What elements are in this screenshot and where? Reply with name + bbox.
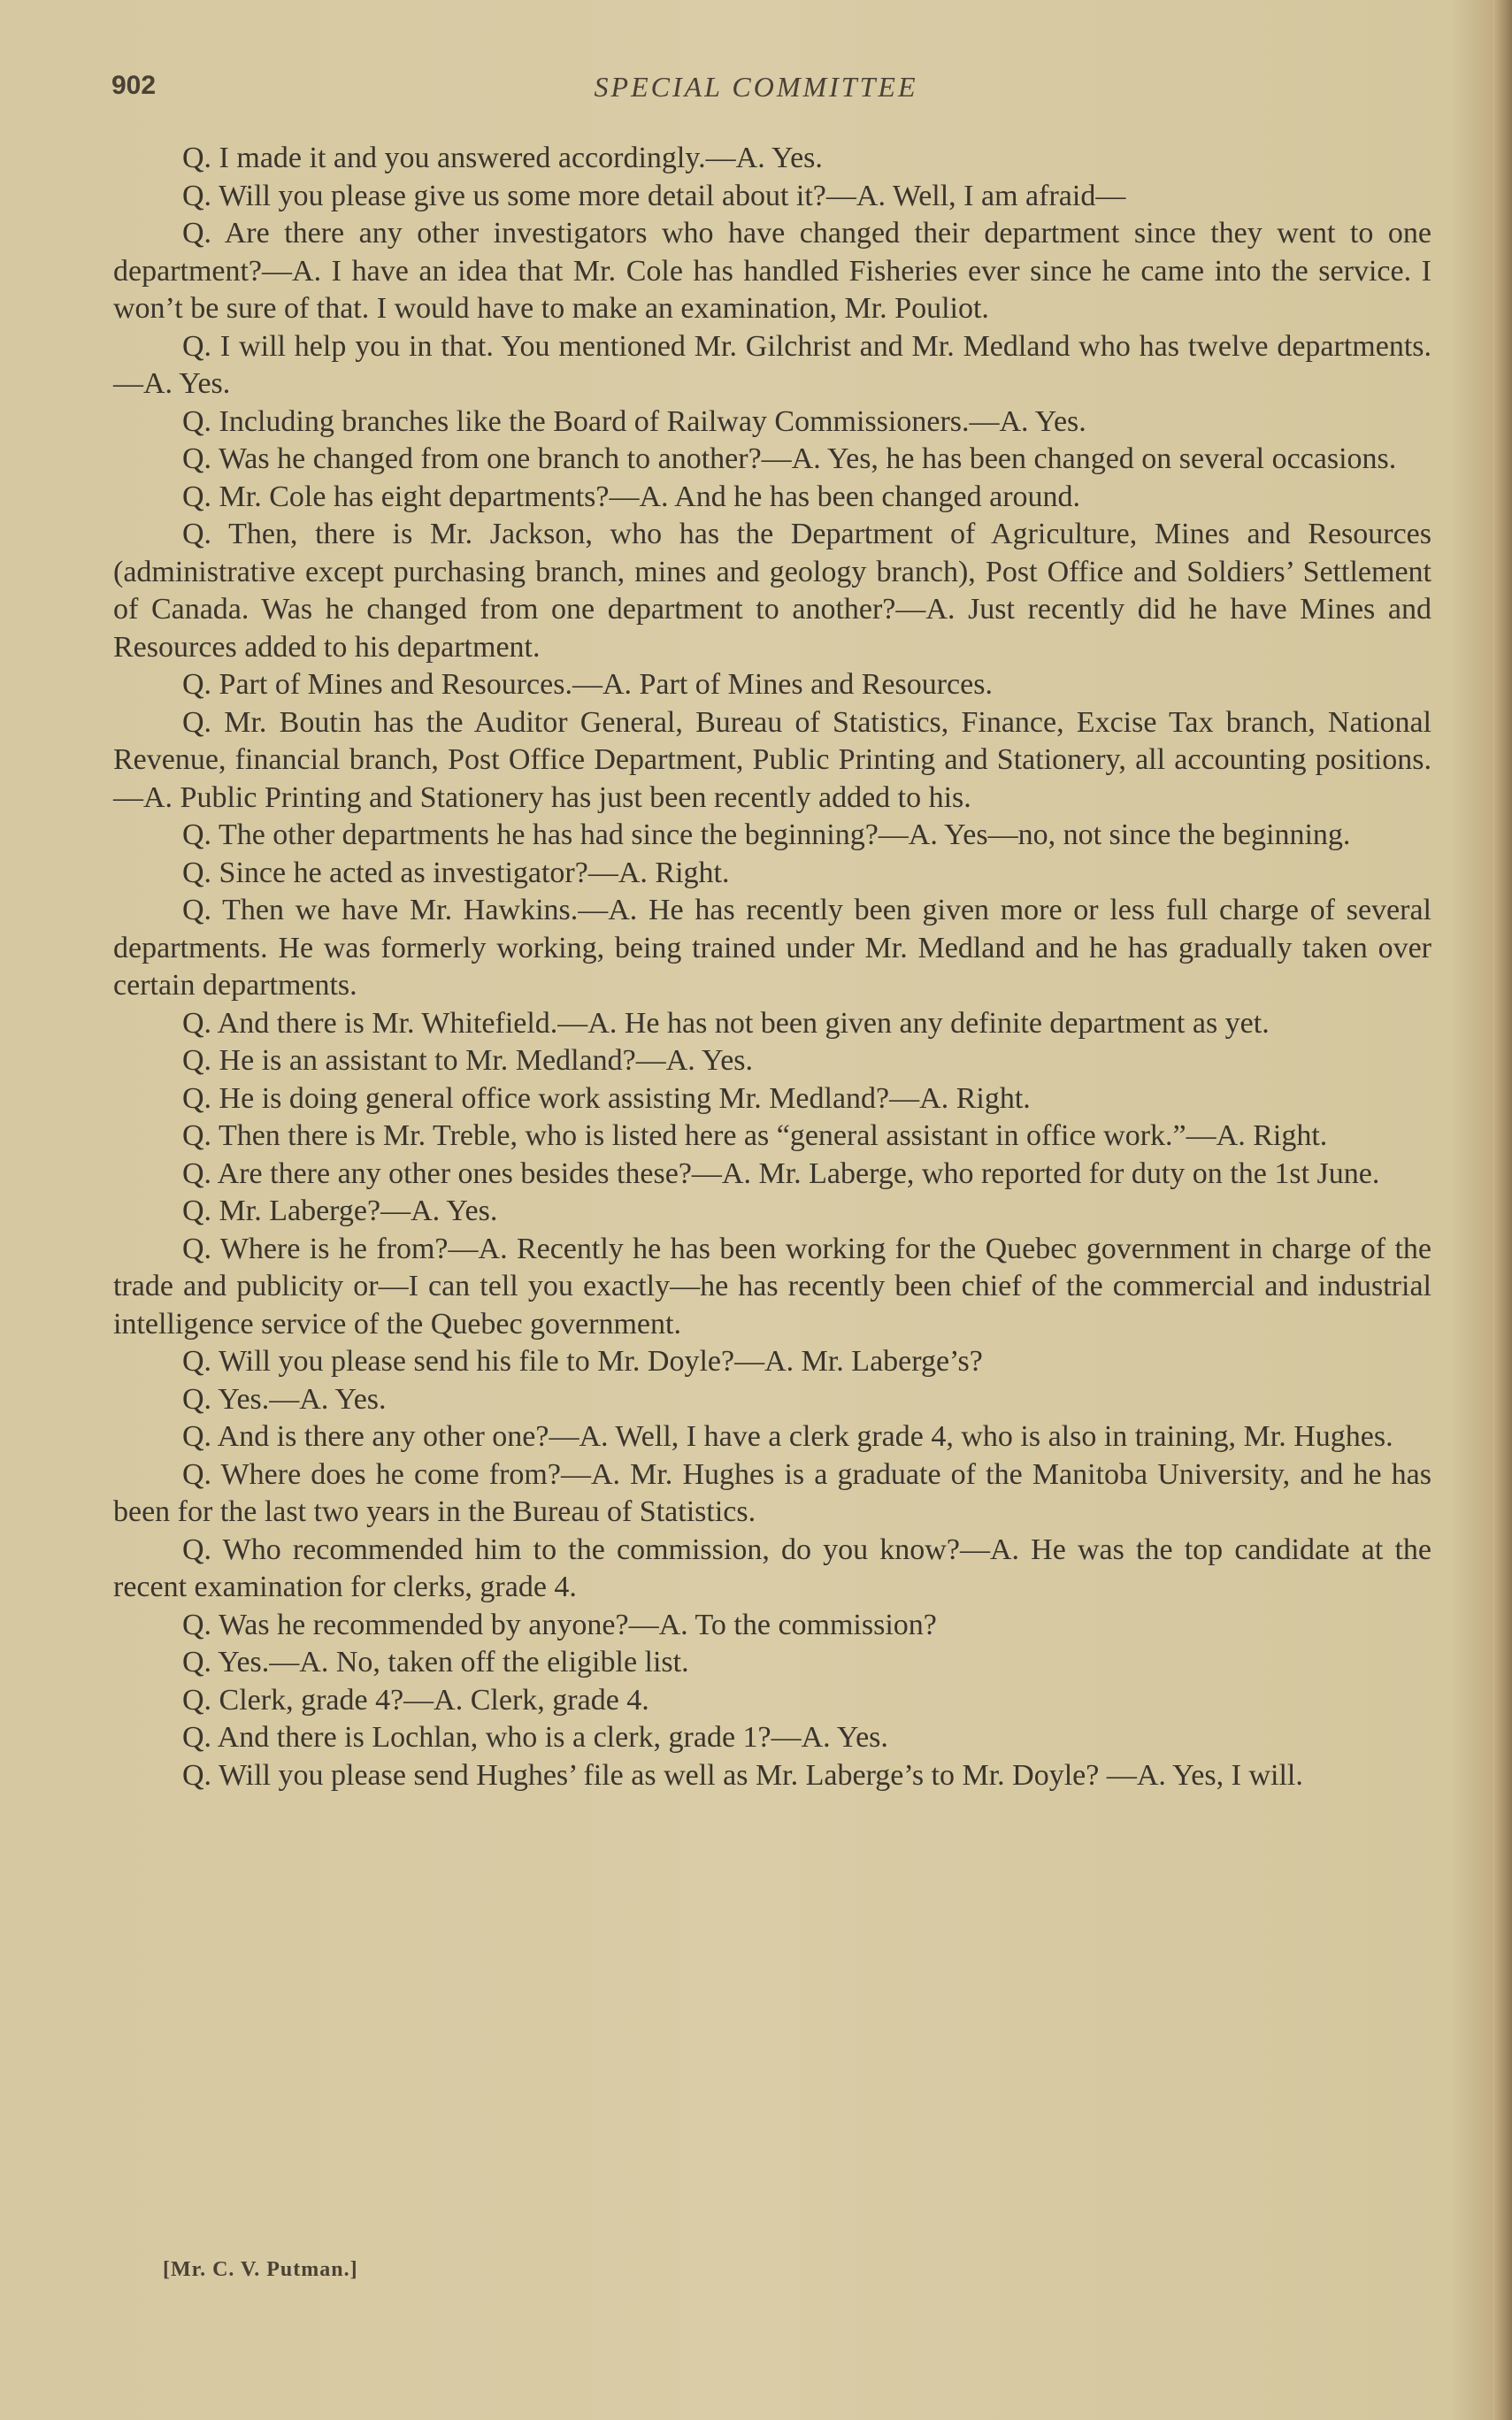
transcript-paragraph: Q. Will you please send Hughes’ file as well as Mr. Laberge’s to Mr. Doyle? —A. Yes, I will.: [182, 1758, 1303, 1792]
transcript-paragraph: Q. Since he acted as investigator?—A. Right.: [182, 856, 730, 889]
transcript-paragraph: Q. And there is Mr. Whitefield.—A. He has not been given any definite department as yet.: [182, 1006, 1270, 1040]
transcript-paragraph: Q. He is doing general office work assisting Mr. Medland?—A. Right.: [182, 1081, 1031, 1115]
transcript-paragraph: Q. Including branches like the Board of Railway Commissioners.—A. Yes.: [182, 404, 1086, 438]
transcript-paragraph: Q. Then, there is Mr. Jackson, who has the Department of Agriculture, Mines and Resources (administrative except purchasing branch, mines and geology branch), Post Office and Soldiers’ Settlement of Canada. Was he changed from one department to another?—A. Just recently did he have Mines and Resources added to his department.: [113, 518, 1431, 664]
transcript-paragraph: Q. Yes.—A. Yes.: [182, 1382, 387, 1416]
page-number: 902: [111, 71, 157, 100]
transcript-paragraph: Q. Then there is Mr. Treble, who is listed here as “general assistant in office work.”—A. Right.: [182, 1119, 1328, 1152]
transcript-paragraph: Q. Was he changed from one branch to another?—A. Yes, he has been changed on several occasions.: [182, 442, 1397, 475]
speaker-note: [Mr. C. V. Putman.]: [163, 2258, 358, 2281]
transcript-paragraph: Q. Will you please give us some more detail about it?—A. Well, I am afraid—: [182, 179, 1126, 212]
transcript-paragraph: Q. Will you please send his file to Mr. Doyle?—A. Mr. Laberge’s?: [182, 1345, 983, 1378]
running-head: SPECIAL COMMITTEE: [594, 71, 918, 103]
transcript-paragraph: Q. Then we have Mr. Hawkins.—A. He has recently been given more or less full charge of several departments. He was formerly working, being trained under Mr. Medland and he has gradually taken over certain departments.: [113, 894, 1431, 1002]
transcript-paragraph: Q. Are there any other investigators who have changed their department since they went to one department?—A. I have an idea that Mr. Cole has handled Fisheries ever since he came into the service. I won’t be sure of that. I would have to make an examination, Mr. Pouliot.: [113, 217, 1431, 325]
transcript-paragraph: Q. Are there any other ones besides these?—A. Mr. Laberge, who reported for duty on the 1st June.: [182, 1156, 1380, 1190]
transcript-paragraph: Q. I will help you in that. You mentioned Mr. Gilchrist and Mr. Medland who has twelve departments.—A. Yes.: [113, 329, 1431, 400]
transcript-paragraph: Q. Mr. Cole has eight departments?—A. And he has been changed around.: [182, 480, 1081, 513]
transcript-paragraph: Q. Where does he come from?—A. Mr. Hughes is a graduate of the Manitoba University, and he has been for the last two years in the Bureau of Statistics.: [113, 1457, 1431, 1528]
transcript-body: [113, 140, 1431, 1794]
transcript-paragraph: Q. Clerk, grade 4?—A. Clerk, grade 4.: [182, 1683, 649, 1717]
transcript-paragraph: Q. And is there any other one?—A. Well, I have a clerk grade 4, who is also in training, Mr. Hughes.: [182, 1420, 1393, 1453]
transcript-paragraph: Q. Who recommended him to the commission, do you know?—A. He was the top candidate at the recent examination for clerks, grade 4.: [113, 1533, 1431, 1603]
transcript-paragraph: Q. Mr. Laberge?—A. Yes.: [182, 1195, 498, 1227]
transcript-paragraph: Q. Yes.—A. No, taken off the eligible list.: [182, 1646, 689, 1679]
transcript-paragraph: Q. Mr. Boutin has the Auditor General, Bureau of Statistics, Finance, Excise Tax branch, National Revenue, financial branch, Post Office Department, Public Printing and Stationery, all accounting positions.—A. Public Printing and Stationery has just been recently added to his.: [113, 705, 1431, 814]
transcript-paragraph: Q. The other departments he has had since the beginning?—A. Yes—no, not since the beginning.: [182, 818, 1351, 851]
transcript-paragraph: Q. I made it and you answered accordingly.—A. Yes.: [182, 142, 823, 174]
page-edge: [1493, 0, 1512, 2420]
transcript-paragraph: Q. Was he recommended by anyone?—A. To the commission?: [182, 1608, 937, 1641]
transcript-paragraph: Q. Part of Mines and Resources.—A. Part of Mines and Resources.: [182, 668, 993, 701]
transcript-paragraph: Q. And there is Lochlan, who is a clerk, grade 1?—A. Yes.: [182, 1721, 888, 1754]
transcript-paragraph: Q. Where is he from?—A. Recently he has been working for the Quebec government in charge of the trade and publicity or—I can tell you exactly—he has recently been chief of the commercial and industrial intelligence service of the Quebec government.: [113, 1232, 1431, 1341]
page-header: [0, 71, 1512, 115]
transcript-paragraph: Q. He is an assistant to Mr. Medland?—A. Yes.: [182, 1044, 754, 1077]
